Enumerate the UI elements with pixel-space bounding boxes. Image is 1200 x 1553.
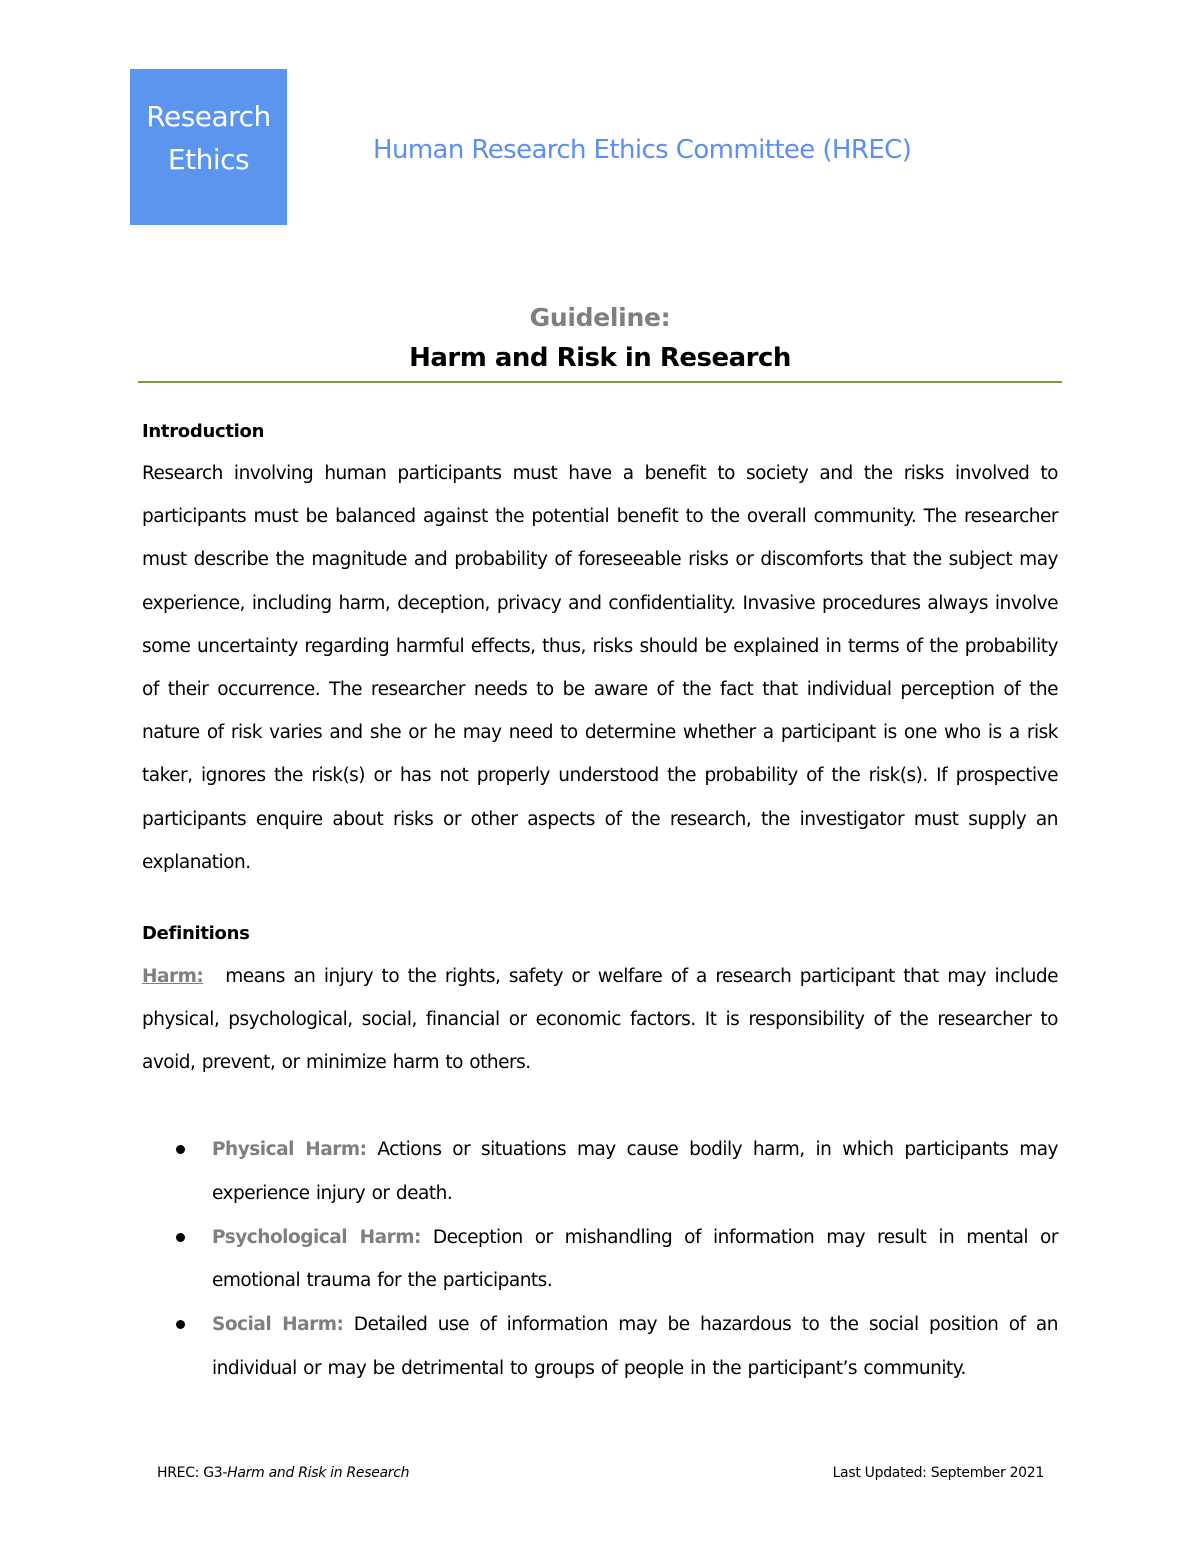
bullet-icon [176,1233,185,1242]
harm-term: Harm: [142,966,204,987]
introduction-paragraph: Research involving human participants must have a benefit to society and the risks involved to participants must be balanced against the potential benefit to the overall community. The researcher must describe the magnitude and probability of foreseeable risks or discomforts that the subject may experience, including harm, deception, privacy and confidentiality. Invasive procedures always involve some uncertainty regarding harmful effects, thus, risks should be explained in terms of the probability of their occurrence. The researcher needs to be aware of the fact that individual perception of the nature of risk varies and she or he may need to determine whether a participant is one who is a risk taker, ignores the risk(s) or has not properly understood the probability of the risk(s). If prospective participants enquire about risks or other aspects of the research, the investigator must supply an explanation. [142,463,1058,873]
footer-document-reference [157,1463,409,1483]
harm-type-text: Actions or situations may cause bodily harm, in which participants may experience injury or death. [212,1139,1059,1204]
harm-type-text: Detailed use of information may be hazardous to the social position of an individual or may be detrimental to groups of people in the participant’s community. [212,1314,1058,1379]
footer-doc-code: HREC: G3- [157,1465,228,1481]
harm-type-term: Physical Harm: [212,1139,367,1160]
logo-line-2: Ethics [167,143,250,176]
title-divider [138,381,1062,383]
footer-doc-title: Harm and Risk in Research [227,1465,410,1481]
document-title: Harm and Risk in Research [409,343,791,373]
logo-line-1: Research [146,100,271,133]
committee-name: Human Research Ethics Committee (HREC) [373,135,912,165]
list-item [142,1303,1058,1391]
research-ethics-logo [130,69,287,225]
harm-type-term: Social Harm: [212,1314,344,1336]
footer-last-updated: Last Updated: September 2021 [832,1465,1044,1481]
guideline-label: Guideline: [529,303,671,332]
list-item [142,1128,1058,1216]
bullet-icon [176,1320,185,1329]
harm-definition-text: means an injury to the rights, safety or welfare of a research participant that may include physical, psychological, social, financial or economic factors. It is responsibility of the researcher to avoid, prevent, or minimize harm to others. [142,966,1058,1074]
definitions-heading: Definitions [142,923,250,944]
bullet-icon [176,1145,185,1154]
list-item [142,1216,1058,1304]
harm-types-list [142,1128,1058,1391]
harm-definition [142,955,1058,1085]
harm-type-term: Psychological Harm: [212,1226,421,1248]
harm-type-text: Deception or mishandling of information may result in mental or emotional trauma for the participants. [212,1226,1058,1292]
introduction-heading: Introduction [142,421,265,442]
